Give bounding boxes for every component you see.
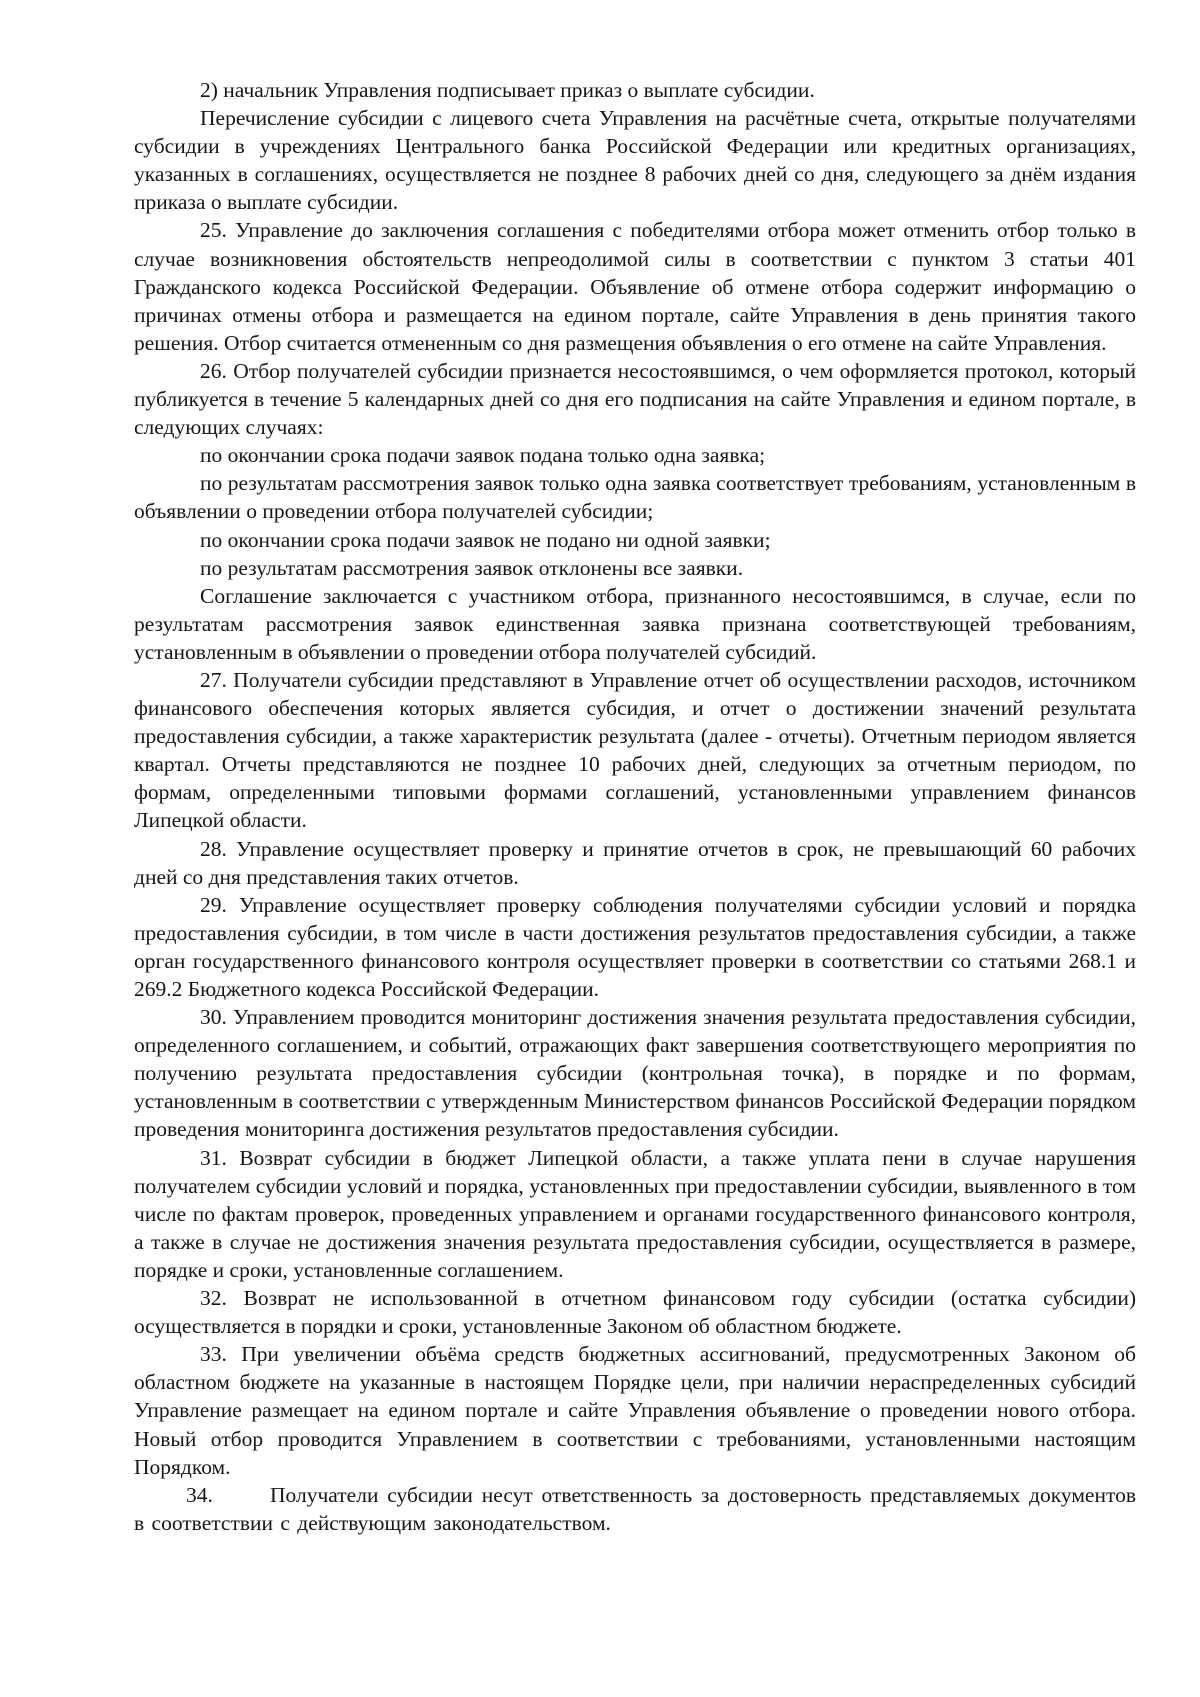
paragraph-transfer: Перечисление субсидии с лицевого счета Управления на расчётные счета, открытые получателями субсидии в учреждениях Центрального банка Российской Федерации или кредитных организациях, указанных в соглашениях, осуществляется не позднее 8 рабочих дней со дня, следующего за днём издания приказа о выплате субсидии. <box>134 106 1136 215</box>
paragraph-agreement: Соглашение заключается с участником отбора, признанного несостоявшимся, в случае, если по результатам рассмотрения заявок единственная заявка признана соответствующей требованиям, установленным в объявлении о проведении отбора получателей субсидий. <box>134 583 1136 664</box>
paragraph-case-3: по окончании срока подачи заявок не подано ни одной заявки; <box>200 527 771 552</box>
paragraph-item-34 <box>134 1481 1136 1537</box>
paragraph-item-2-sub: 2) начальник Управления подписывает приказ о выплате субсидии. <box>200 78 815 102</box>
paragraph-case-2: по результатам рассмотрения заявок только одна заявка соответствует требованиям, установленным в объявлении о проведении отбора получателей субсидии; <box>134 471 1136 524</box>
paragraph-item-33: 33. При увеличении объёма средств бюджетных ассигнований, предусмотренных Законом об областном бюджете на указанные в настоящем Порядке цели, при наличии нераспределенных субсидий Управление размещает на едином портале и сайте Управления объявление о проведении нового отбора. Новый отбор проводится Управлением в соответствии с требованиями, установленными настоящим Порядком. <box>134 1342 1136 1479</box>
item-34-number: 34. <box>186 1482 213 1507</box>
item-34-text: Получатели субсидии несут ответственность за достоверность представляемых документов в соответствии с действующим законодательством. <box>134 1482 1136 1535</box>
paragraph-item-29: 29. Управление осуществляет проверку соблюдения получателями субсидии условий и порядка предоставления субсидии, в том числе в части достижения результатов предоставления субсидии, а также орган государственного финансового контроля осуществляет проверки в соответствии со статьями 268.1 и 269.2 Бюджетного кодекса Российской Федерации. <box>134 892 1136 1001</box>
paragraph-item-27: 27. Получатели субсидии представляют в Управление отчет об осуществлении расходов, источником финансового обеспечения которых является субсидия, и отчет о достижении значений результата предоставления субсидии, а также характеристик результата (далее - отчеты). Отчетным периодом является квартал. Отчеты представляются не позднее 10 рабочих дней, следующих за отчетным периодом, по формам, определенными типовыми формами соглашений, установленными управлением финансов Липецкой области. <box>134 667 1136 833</box>
paragraph-item-32: 32. Возврат не использованной в отчетном финансовом году субсидии (остатка субсидии) осуществляется в порядки и сроки, установленные Законом об областном бюджете. <box>134 1286 1136 1339</box>
paragraph-item-26: 26. Отбор получателей субсидии признается несостоявшимся, о чем оформляется протокол, который публикуется в течение 5 календарных дней со дня его подписания на сайте Управления и едином портале, в следующих случаях: <box>134 358 1136 440</box>
paragraph-item-31: 31. Возврат субсидии в бюджет Липецкой области, а также уплата пени в случае нарушения получателем субсидии условий и порядка, установленных при предоставлении субсидии, выявленного в том числе по фактам проверок, проведенных управлением и органами государственного финансового контроля, а также в случае не достижения значения результата предоставления субсидии, осуществляется в размере, порядке и сроки, установленные соглашением. <box>134 1145 1136 1282</box>
paragraph-item-30: 30. Управлением проводится мониторинг достижения значения результата предоставления субсидии, определенного соглашением, и событий, отражающих факт завершения соответствующего мероприятия по получению результата предоставления субсидии (контрольная точка), в порядке и по формам, установленным в соответствии с утвержденным Министерством финансов Российской Федерации порядком проведения мониторинга достижения результатов предоставления субсидии. <box>134 1005 1136 1142</box>
paragraph-case-1: по окончании срока подачи заявок подана только одна заявка; <box>200 443 766 468</box>
paragraph-item-28: 28. Управление осуществляет проверку и принятие отчетов в срок, не превышающий 60 рабочих дней со дня представления таких отчетов. <box>134 836 1136 889</box>
document-body <box>134 76 1136 1537</box>
paragraph-case-4: по результатам рассмотрения заявок отклонены все заявки. <box>200 555 744 580</box>
paragraph-item-25: 25. Управление до заключения соглашения с победителями отбора может отменить отбор только в случае возникновения обстоятельств непреодолимой силы в соответствии с пунктом 3 статьи 401 Гражданского кодекса Российской Федерации. Объявление об отмене отбора содержит информацию о причинах отмены отбора и размещается на едином портале, сайте Управления в день принятия такого решения. Отбор считается отмененным со дня размещения объявления о его отмене на сайте Управления. <box>134 218 1136 355</box>
